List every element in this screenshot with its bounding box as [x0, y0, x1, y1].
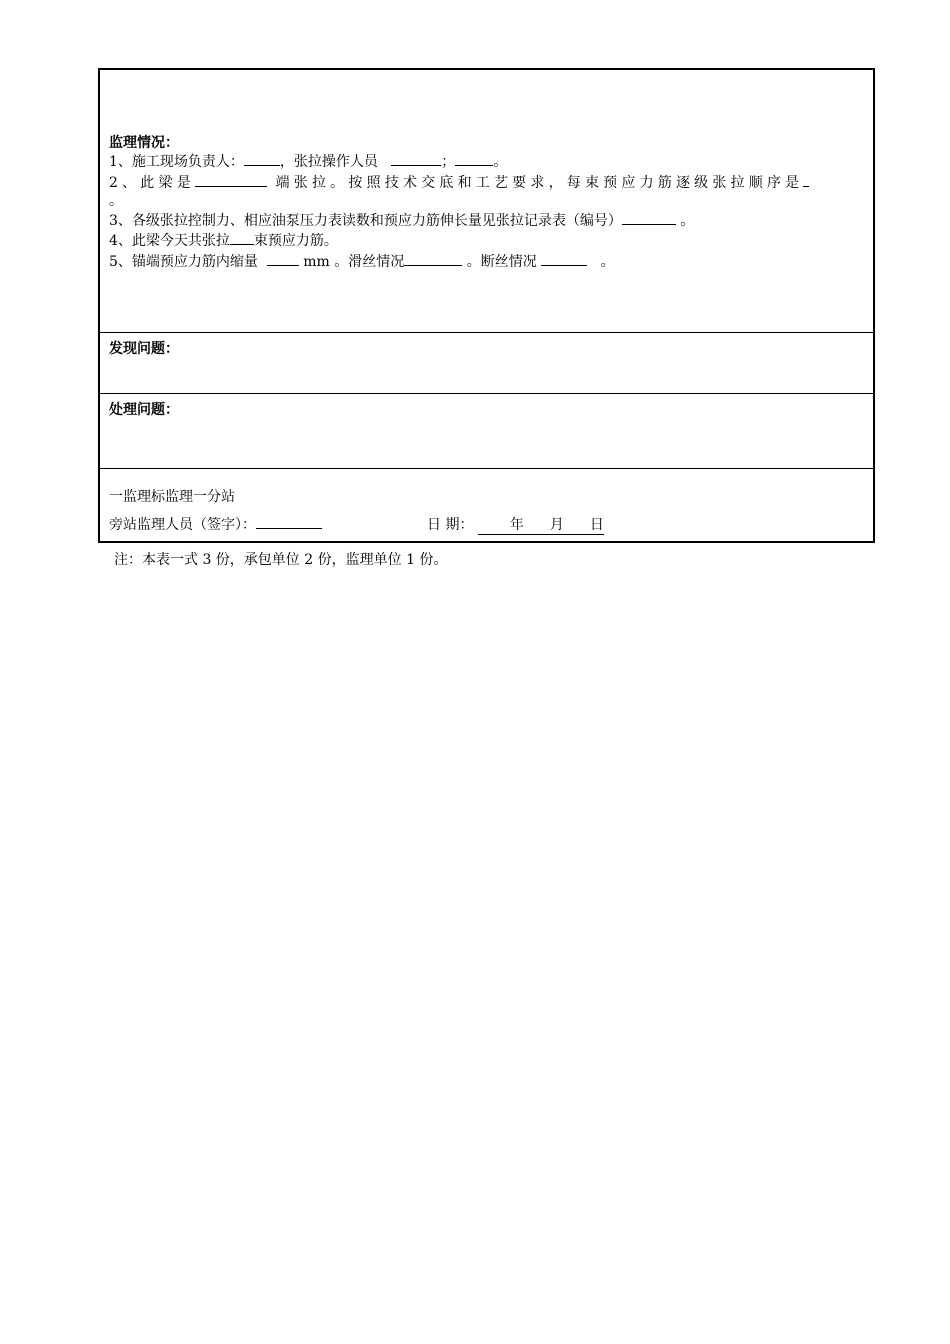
line3-end: 。 [680, 213, 695, 229]
date-field[interactable] [478, 514, 604, 535]
form-footnote: 注：本表一式 3 份，承包单位 2 份，监理单位 1 份。 [114, 552, 448, 568]
signoff-section [100, 469, 873, 541]
operator-blank-2[interactable] [455, 152, 493, 166]
line2-beam-label: 2、此梁是 [109, 175, 195, 191]
issues-handled-heading: 处理问题： [109, 402, 179, 418]
inspector-signature-row [109, 514, 322, 534]
supervision-line-4 [109, 231, 338, 250]
inspector-signature-label: 旁站监理人员（签字）： [109, 517, 256, 533]
issues-found-heading: 发现问题： [109, 341, 179, 357]
sequence-blank[interactable] [803, 173, 809, 187]
supervision-line-1 [109, 152, 507, 171]
line1-operator-label: ，张拉操作人员 [279, 154, 378, 170]
line1-separator: ； [441, 154, 456, 170]
supervision-heading: 监理情况： [109, 135, 179, 151]
wire-break-blank[interactable] [541, 252, 587, 266]
supervision-line-5 [109, 252, 615, 271]
record-number-blank[interactable] [622, 211, 676, 225]
tendon-count-blank[interactable] [230, 231, 254, 245]
retraction-blank[interactable] [267, 252, 299, 266]
inspector-signature-blank[interactable] [256, 515, 322, 529]
date-label: 日 期： [427, 517, 474, 533]
date-row [427, 514, 604, 535]
supervision-section [100, 70, 873, 333]
date-day-label: 日 [589, 517, 604, 533]
line5-break-label: 。断丝情况 [466, 254, 537, 270]
line1-end: 。 [493, 154, 508, 170]
supervision-line-3 [109, 211, 694, 230]
tension-end-blank[interactable] [195, 173, 267, 187]
site-leader-blank[interactable] [244, 152, 280, 166]
issues-handled-section [100, 394, 873, 469]
line3-record-label: 3、各级张拉控制力、相应油泵压力表读数和预应力筋伸长量见张拉记录表（编号） [109, 213, 622, 229]
line4-unit: 束预应力筋。 [253, 233, 338, 249]
line5-slip-label: mm 。滑丝情况 [303, 254, 405, 270]
line5-end: 。 [600, 254, 615, 270]
line2-sequence-label: 端张拉。按照技术交底和工艺要求，每束预应力筋逐级张拉顺序是 [275, 175, 804, 191]
line1-site-leader-label: 1、施工现场负责人： [109, 154, 244, 170]
wire-slip-blank[interactable] [404, 252, 462, 266]
supervision-line-2 [109, 173, 809, 192]
supervision-line-2-continued: 。 [109, 193, 123, 209]
line4-count-label: 4、此梁今天共张拉 [109, 233, 230, 249]
station-name: 一监理标监理一分站 [109, 489, 235, 505]
issues-found-section [100, 333, 873, 394]
date-year-label: 年 [509, 517, 524, 533]
date-month-label: 月 [549, 517, 564, 533]
operator-blank-1[interactable] [391, 152, 441, 166]
supervision-form-table [98, 68, 875, 543]
line5-retraction-label: 5、锚端预应力筋内缩量 [109, 254, 258, 270]
